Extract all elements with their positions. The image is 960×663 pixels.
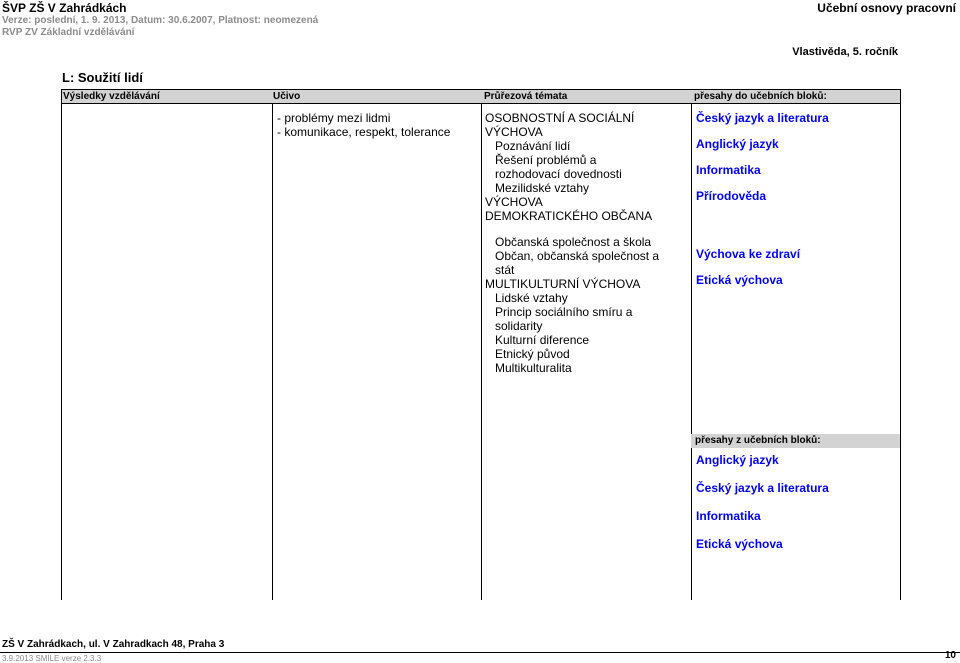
footer-school-address: ZŠ V Zahrádkach, ul. V Zahradkach 48, Praha 3 <box>2 639 225 650</box>
theme-line: Lidské vztahy <box>495 291 568 305</box>
subject-grade: Vlastivěda, 5. ročník <box>792 46 898 58</box>
school-name: ŠVP ZŠ V Zahrádkách <box>2 1 127 15</box>
overlaps-from-list <box>696 453 896 551</box>
column-divider <box>691 104 692 600</box>
theme-line: Multikulturalita <box>495 361 572 375</box>
header-results: Výsledky vzdělávání <box>63 91 160 102</box>
theme-line: Etnický původ <box>495 347 570 361</box>
overlap-from-link-czech[interactable]: Český jazyk a literatura <box>696 481 829 495</box>
theme-line: rozhodovací dovednosti <box>495 167 622 181</box>
column-divider <box>272 104 273 600</box>
curriculum-item: - problémy mezi lidmi <box>277 111 391 125</box>
theme-line: stát <box>495 263 515 277</box>
theme-line: Řešení problémů a <box>495 153 597 167</box>
overlap-from-link-ethics[interactable]: Etická výchova <box>696 537 783 551</box>
theme-line: Poznávání lidí <box>495 139 571 153</box>
section-title: L: Soužití lidí <box>62 70 143 85</box>
overlaps-from-header: přesahy z učebních bloků: <box>691 434 900 448</box>
version-info: Verze: poslední, 1. 9. 2013, Datum: 30.6.2007, Platnost: neomezená <box>2 15 319 26</box>
theme-line: Občanská společnost a škola <box>495 235 652 249</box>
footer-divider <box>0 652 960 653</box>
theme-line: MULTIKULTURNÍ VÝCHOVA <box>485 277 641 291</box>
column-divider <box>481 104 482 600</box>
overlap-link-english[interactable]: Anglický jazyk <box>696 137 779 151</box>
overlap-link-health-education[interactable]: Výchova ke zdraví <box>696 247 801 261</box>
overlap-link-natural-science[interactable]: Přírodověda <box>696 189 767 203</box>
curriculum-table <box>61 89 901 600</box>
overlap-from-link-english[interactable]: Anglický jazyk <box>696 453 779 467</box>
header-curriculum: Učivo <box>273 91 301 102</box>
overlap-link-ethics[interactable]: Etická výchova <box>696 273 783 287</box>
overlaps-to-list <box>696 111 896 287</box>
page-number: 10 <box>944 650 956 661</box>
overlap-from-link-informatics[interactable]: Informatika <box>696 509 761 523</box>
theme-line: VÝCHOVA <box>485 195 543 209</box>
theme-line: DEMOKRATICKÉHO OBČANA <box>485 209 653 223</box>
overlap-link-informatics[interactable]: Informatika <box>696 163 761 177</box>
header-themes: Průřezová témata <box>484 91 568 102</box>
theme-line: Princip sociálního smíru a <box>495 305 633 319</box>
curriculum-item: - komunikace, respekt, tolerance <box>277 125 451 139</box>
table-header <box>62 89 900 104</box>
theme-line: Mezilidské vztahy <box>495 181 590 195</box>
theme-line: OSOBNOSTNÍ A SOCIÁLNÍ <box>485 111 635 125</box>
theme-line: solidarity <box>495 319 543 333</box>
theme-line: VÝCHOVA <box>485 125 543 139</box>
document-type: Učební osnovy pracovní <box>817 1 956 15</box>
theme-line: Kulturní diference <box>495 333 590 347</box>
rvp-info: RVP ZV Základní vzdělávání <box>2 27 135 38</box>
spacer <box>485 223 689 235</box>
curriculum-list <box>277 111 477 139</box>
header-overlaps-to: přesahy do učebních bloků: <box>694 91 827 102</box>
overlap-link-czech[interactable]: Český jazyk a literatura <box>696 111 829 125</box>
theme-line: Občan, občanská společnost a <box>495 249 660 263</box>
footer-version: 3.9.2013 SMILE verze 2.3.3 <box>2 654 102 663</box>
themes-list <box>485 111 689 375</box>
